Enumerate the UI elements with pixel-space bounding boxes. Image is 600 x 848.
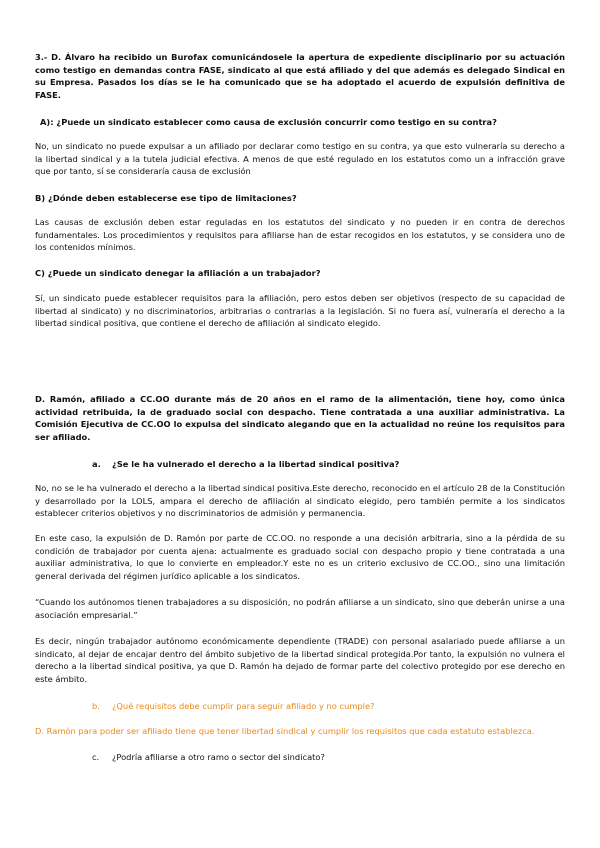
question-2c-text: ¿Podría afiliarse a otro ramo o sector del sindicato? <box>112 752 325 762</box>
answer-b-paragraph: Las causas de exclusión deben estar reguladas en los estatutos del sindicato y no pueden ir en contra de derechos fundamentales. Los procedimientos y requisitos para afiliarse han de estar recogidos en los estatutos, y se considera uno de los contenidos mínimos. <box>35 217 565 253</box>
question-2a-text: ¿Se le ha vulnerado el derecho a la libertad sindical positiva? <box>112 459 400 469</box>
question-c-heading: C) ¿Puede un sindicato denegar la afiliación a un trabajador? <box>35 268 321 278</box>
question-2a-label: a. <box>92 459 101 469</box>
question-2c-heading <box>92 751 562 764</box>
answer-2a-paragraph-1: No, no se le ha vulnerado el derecho a la libertad sindical positiva.Este derecho, reconocido en el artículo 28 de la Constitución y desarrollado por la LOLS, ampara el derecho de afiliación al sindicato elegido, pero también permite a los sindicatos establecer criterios objetivos y no discriminatorios de admisión y permanencia. <box>35 483 565 519</box>
answer-2a-paragraph-3: Es decir, ningún trabajador autónomo económicamente dependiente (TRADE) con personal asalariado puede afiliarse a un sindicato, al dejar de encajar dentro del ámbito subjetivo de la libertad sindical protegida.Por tanto, la expulsión no vulnera el derecho a la libertad sindical positiva, ya que D. Ramón ha dejado de formar parte del colectivo protegido por ese derecho en este ámbito. <box>35 636 565 684</box>
answer-a-paragraph: No, un sindicato no puede expulsar a un afiliado por declarar como testigo en su contra, ya que esto vulneraría su derecho a la libertad sindical y a la tutela judicial efectiva. A menos de que esté regulado en los estatutos como un a infracción grave que por tanto, sí se consideraría causa de exclusión <box>35 141 565 177</box>
question-a-heading: A): ¿Puede un sindicato establecer como causa de exclusión concurrir como testigo en su contra? <box>40 117 497 127</box>
case1-statement: 3.- D. Álvaro ha recibido un Burofax comunicándosele la apertura de expediente disciplinario por su actuación como testigo en demandas contra FASE, sindicato al que está afiliado y del que además es delegado Sindical en su Empresa. Pasados los días se le ha comunicado que se ha adoptado el acuerdo de expulsión definitiva de FASE. <box>35 52 565 100</box>
question-2c-label: c. <box>92 752 100 762</box>
quote-paragraph: “Cuando los autónomos tienen trabajadores a su disposición, no podrán afiliarse a un sindicato, sino que deberán unirse a una asociación empresarial.” <box>35 597 565 620</box>
case2-statement: D. Ramón, afiliado a CC.OO durante más de 20 años en el ramo de la alimentación, tiene hoy, como única actividad retribuida, la de graduado social con despacho. Tiene contratada a una auxiliar administrativa. La Comisión Ejecutiva de CC.OO lo expulsa del sindicato alegando que en la actualidad no reúne los requisitos para ser afiliado. <box>35 394 565 442</box>
question-2b-label: b. <box>92 701 100 711</box>
question-2a-heading <box>92 458 562 471</box>
answer-2a-paragraph-2: En este caso, la expulsión de D. Ramón por parte de CC.OO. no responde a una decisión arbitraria, sino a la pérdida de su condición de trabajador por cuenta ajena: actualmente es graduado social con despacho propio y tiene contratada a una auxiliar administrativa, lo que lo convierte en empleador.Y este no es un criterio exclusivo de CC.OO., sino una limitación general derivada del régimen jurídico aplicable a los sindicatos. <box>35 533 565 581</box>
question-2b-heading <box>92 700 562 713</box>
answer-2b-paragraph: D. Ramón para poder ser afiliado tiene que tener libertad sindical y cumplir los requisitos que cada estatuto establezca. <box>35 726 535 736</box>
question-b-heading: B) ¿Dónde deben establecerse ese tipo de limitaciones? <box>35 193 297 203</box>
question-2b-text: ¿Qué requisitos debe cumplir para seguir afiliado y no cumple? <box>112 701 375 711</box>
answer-c-paragraph: Sí, un sindicato puede establecer requisitos para la afiliación, pero estos deben ser objetivos (respecto de su capacidad de libertad al sindicato) y no discriminatorios, arbitrarias o contrarias a la legislación. Si no fuera así, vulneraría el derecho a la libertad sindical positiva, que contiene el derecho de afiliación al sindicato elegido. <box>35 293 565 329</box>
